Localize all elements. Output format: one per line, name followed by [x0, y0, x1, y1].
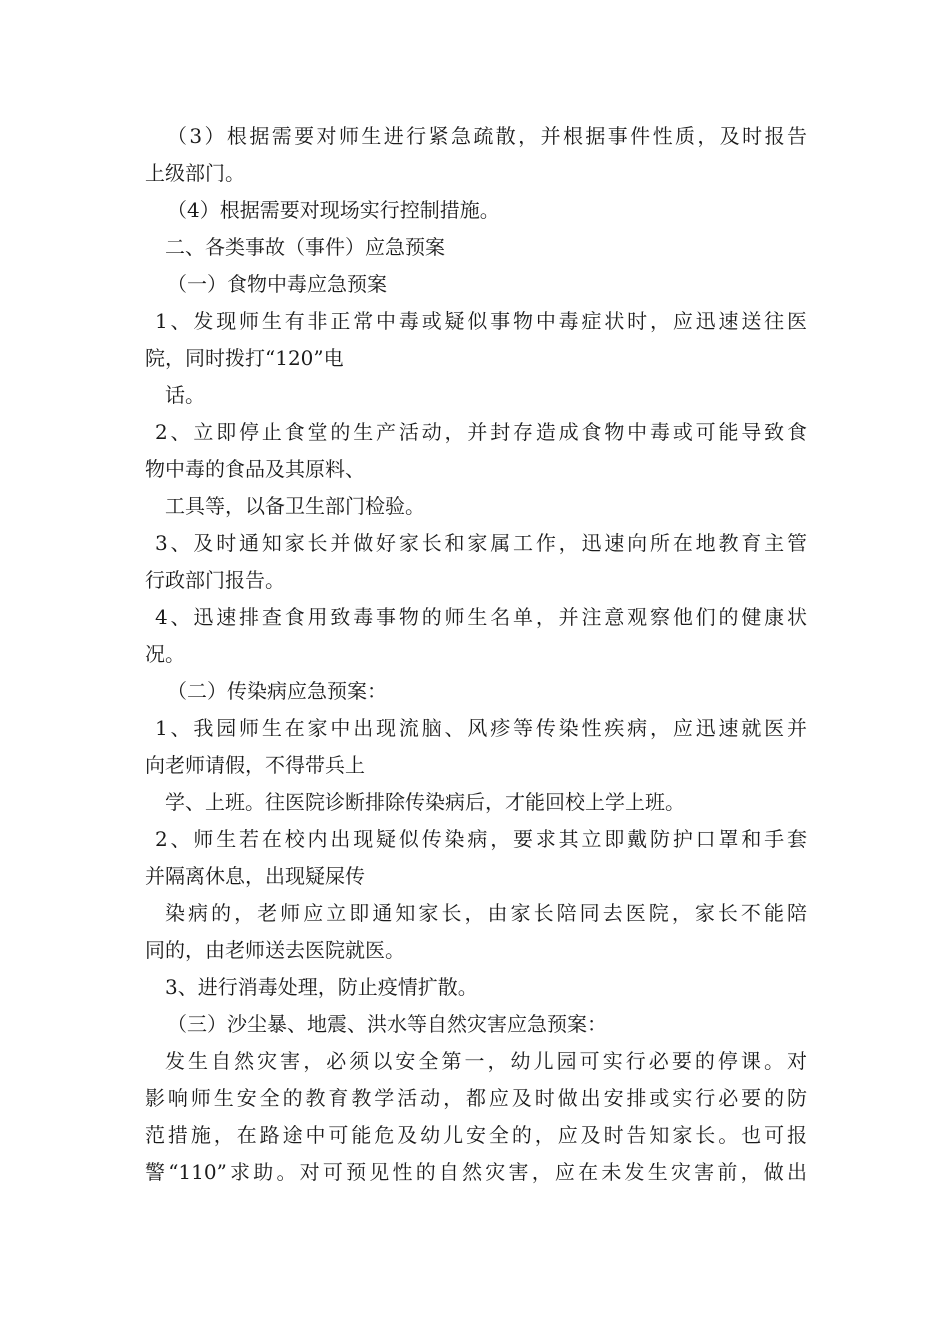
paragraph-line: 上级部门。 — [145, 161, 245, 185]
paragraph-line: 2、师生若在校内出现疑似传染病，要求其立即戴防护口罩和手套 — [155, 827, 807, 851]
paragraph-line: 况。 — [145, 642, 185, 666]
paragraph-line: 工具等，以备卫生部门检验。 — [165, 494, 425, 518]
paragraph-line: 3、进行消毒处理，防止疫情扩散。 — [165, 975, 478, 999]
paragraph-line: 范措施，在路途中可能危及幼儿安全的，应及时告知家长。也可报 — [145, 1123, 807, 1147]
paragraph-line: 话。 — [165, 383, 205, 407]
paragraph-line: 4、迅速排查食用致毒事物的师生名单，并注意观察他们的健康状 — [155, 605, 807, 629]
paragraph-line: 3、及时通知家长并做好家长和家属工作，迅速向所在地教育主管 — [155, 531, 807, 555]
paragraph-line: 向老师请假，不得带兵上 — [145, 753, 365, 777]
paragraph-line: 物中毒的食品及其原料、 — [145, 457, 365, 481]
subsection-heading: （二）传染病应急预案： — [167, 679, 387, 703]
paragraph-line: 学、上班。往医院诊断排除传染病后，才能回校上学上班。 — [165, 790, 685, 814]
paragraph-line: 警“110”求助。对可预见性的自然灾害，应在未发生灾害前，做出 — [145, 1160, 807, 1184]
subsection-heading: （一）食物中毒应急预案 — [167, 272, 387, 296]
paragraph-line: 并隔离休息，出现疑屎传 — [145, 864, 365, 888]
paragraph-line: 染病的，老师应立即通知家长，由家长陪同去医院，家长不能陪 — [165, 901, 807, 925]
paragraph-line: 1、发现师生有非正常中毒或疑似事物中毒症状时，应迅速送往医 — [155, 309, 807, 333]
section-heading: 二、各类事故（事件）应急预案 — [165, 235, 445, 259]
paragraph-line: 1、我园师生在家中出现流脑、风疹等传染性疾病，应迅速就医并 — [155, 716, 807, 740]
paragraph-line: 院，同时拨打“120”电 — [145, 346, 344, 370]
paragraph-line: 2、立即停止食堂的生产活动，并封存造成食物中毒或可能导致食 — [155, 420, 807, 444]
paragraph-line: 发生自然灾害，必须以安全第一，幼儿园可实行必要的停课。对 — [165, 1049, 807, 1073]
document-body — [145, 118, 807, 1191]
paragraph-line: （4）根据需要对现场实行控制措施。 — [167, 198, 500, 222]
paragraph-line: 行政部门报告。 — [145, 568, 285, 592]
paragraph-line: 影响师生安全的教育教学活动，都应及时做出安排或实行必要的防 — [145, 1086, 807, 1110]
paragraph-line: 同的，由老师送去医院就医。 — [145, 938, 405, 962]
subsection-heading: （三）沙尘暴、地震、洪水等自然灾害应急预案： — [167, 1012, 607, 1036]
paragraph-line: （3）根据需要对师生进行紧急疏散，并根据事件性质，及时报告 — [167, 124, 807, 148]
